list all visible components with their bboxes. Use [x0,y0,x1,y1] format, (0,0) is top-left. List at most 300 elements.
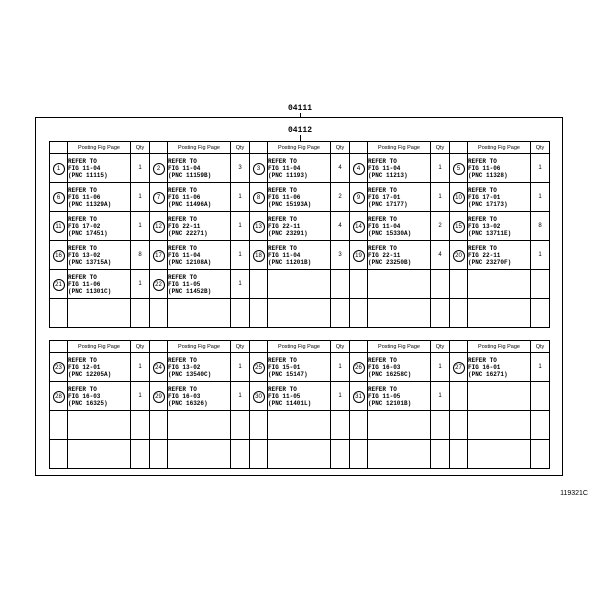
qty-cell [531,299,550,328]
reference-cell [168,440,231,469]
reference-line: (PNC 11401L) [268,399,312,407]
header-index-cell [350,341,368,353]
reference-line: REFER TO [68,157,97,165]
reference-line: REFER TO [368,244,397,252]
callout-cell [250,440,268,469]
qty-cell: 1 [531,154,550,183]
callout-cell [50,241,68,270]
header-index-cell [450,341,468,353]
reference-line: FIG 11-04 [268,164,301,172]
qty-cell [331,411,350,440]
callout-cell [450,212,468,241]
reference-line: REFER TO [368,356,397,364]
header-index-cell [150,142,168,154]
qty-cell [231,299,250,328]
reference-line: REFER TO [368,215,397,223]
qty-cell [131,440,150,469]
callout-cell [350,270,368,299]
qty-cell: 1 [531,353,550,382]
callout-number: 26 [353,362,365,374]
callout-number: 25 [253,362,265,374]
reference-cell [68,270,131,299]
qty-cell: 1 [431,382,450,411]
qty-cell [431,411,450,440]
reference-line: (PNC 12101B) [368,399,412,407]
reference-line: FIG 11-04 [368,164,401,172]
callout-cell [250,353,268,382]
reference-line: REFER TO [168,157,197,165]
reference-line: REFER TO [68,244,97,252]
qty-cell: 1 [131,212,150,241]
reference-line: FIG 17-02 [68,222,101,230]
qty-cell: 4 [431,241,450,270]
callout-cell [350,299,368,328]
header-qty: Qty [331,341,350,353]
qty-cell: 1 [131,154,150,183]
callout-cell [250,183,268,212]
callout-number: 5 [453,163,465,175]
callout-cell [50,440,68,469]
reference-cell [368,353,431,382]
callout-number: 17 [153,250,165,262]
callout-cell [50,183,68,212]
callout-cell [150,241,168,270]
reference-line: REFER TO [468,244,497,252]
reference-cell [268,212,331,241]
reference-line: (PNC 16271) [468,370,508,378]
reference-line: (PNC 15330A) [368,229,412,237]
reference-cell [368,183,431,212]
callout-cell [150,270,168,299]
header-posting-fig-page: Posting Fig Page [168,341,231,353]
header-qty: Qty [531,142,550,154]
reference-cell [468,411,531,440]
callout-cell [350,440,368,469]
reference-line: REFER TO [68,273,97,281]
reference-line: (PNC 23270F) [468,258,512,266]
qty-cell [231,411,250,440]
table-row [50,353,550,382]
reference-line: FIG 11-06 [268,193,301,201]
reference-line: REFER TO [168,273,197,281]
reference-line: (PNC 17173) [468,200,508,208]
callout-cell [150,411,168,440]
qty-cell [531,440,550,469]
callout-cell [450,154,468,183]
qty-cell [531,382,550,411]
table-row [50,241,550,270]
callout-cell [50,154,68,183]
callout-number: 31 [353,391,365,403]
reference-line: FIG 22-11 [468,251,501,259]
qty-cell: 1 [231,212,250,241]
qty-cell: 1 [531,183,550,212]
qty-cell: 1 [531,241,550,270]
reference-cell [68,440,131,469]
callout-cell [50,212,68,241]
callout-number: 16 [53,250,65,262]
reference-cell [468,299,531,328]
reference-line: FIG 16-03 [68,392,101,400]
reference-line: (PNC 11452B) [168,287,212,295]
reference-line: (PNC 11115) [68,171,108,179]
callout-number: 19 [353,250,365,262]
callout-number: 11 [53,221,65,233]
reference-line: FIG 11-04 [168,251,201,259]
table-row [50,270,550,299]
reference-line: (PNC 16326) [168,399,208,407]
reference-line: FIG 13-02 [68,251,101,259]
table-row [50,411,550,440]
callout-cell [450,411,468,440]
callout-number: 23 [53,362,65,374]
qty-cell [431,270,450,299]
header-qty: Qty [231,341,250,353]
callout-cell [350,411,368,440]
qty-cell: 1 [431,154,450,183]
reference-line: (PNC 15147) [268,370,308,378]
reference-line: REFER TO [68,186,97,194]
reference-line: (PNC 17451) [68,229,108,237]
callout-cell [450,353,468,382]
reference-line: FIG 17-01 [368,193,401,201]
header-posting-fig-page: Posting Fig Page [68,142,131,154]
callout-cell [150,440,168,469]
callout-cell [450,440,468,469]
qty-cell [331,299,350,328]
qty-cell [131,411,150,440]
reference-line: (PNC 17177) [368,200,408,208]
reference-cell [68,183,131,212]
reference-line: (PNC 11213) [368,171,408,179]
qty-cell: 8 [531,212,550,241]
callout-number: 6 [53,192,65,204]
reference-cell [68,411,131,440]
callout-cell [450,382,468,411]
qty-cell [131,299,150,328]
reference-line: FIG 16-03 [368,363,401,371]
reference-line: FIG 11-06 [468,164,501,172]
reference-line: REFER TO [468,157,497,165]
reference-line: REFER TO [268,215,297,223]
reference-cell [268,154,331,183]
header-posting-fig-page: Posting Fig Page [268,142,331,154]
reference-cell [368,411,431,440]
reference-cell [268,411,331,440]
qty-cell [431,440,450,469]
callout-cell [150,154,168,183]
callout-number: 21 [53,279,65,291]
callout-number: 8 [253,192,265,204]
callout-cell [450,270,468,299]
parts-reference-table-1 [49,141,550,328]
reference-cell [68,241,131,270]
reference-line: FIG 17-01 [468,193,501,201]
callout-cell [450,183,468,212]
header-qty: Qty [431,142,450,154]
header-index-cell [250,142,268,154]
reference-line: REFER TO [268,244,297,252]
reference-cell [68,212,131,241]
callout-number: 4 [353,163,365,175]
reference-cell [468,154,531,183]
qty-cell: 8 [131,241,150,270]
reference-line: FIG 11-06 [68,280,101,288]
callout-cell [50,411,68,440]
reference-cell [368,382,431,411]
qty-cell: 1 [331,382,350,411]
qty-cell: 1 [231,382,250,411]
reference-line: FIG 16-01 [468,363,501,371]
qty-cell: 1 [231,270,250,299]
header-index-cell [50,341,68,353]
reference-line: FIG 11-05 [368,392,401,400]
reference-cell [268,241,331,270]
qty-cell: 1 [231,183,250,212]
header-row [50,142,550,154]
reference-line: REFER TO [468,215,497,223]
callout-cell [50,353,68,382]
reference-line: FIG 22-11 [368,251,401,259]
callout-number: 2 [153,163,165,175]
callout-number: 22 [153,279,165,291]
reference-line: FIG 11-05 [268,392,301,400]
qty-cell [431,299,450,328]
reference-line: (PNC 16258C) [368,370,412,378]
reference-cell [468,212,531,241]
reference-line: REFER TO [268,186,297,194]
callout-number: 29 [153,391,165,403]
callout-cell [450,299,468,328]
reference-line: (PNC 11329A) [68,200,112,208]
reference-line: FIG 15-01 [268,363,301,371]
reference-line: FIG 13-02 [468,222,501,230]
callout-cell [250,212,268,241]
header-qty: Qty [431,341,450,353]
qty-cell [531,411,550,440]
header-posting-fig-page: Posting Fig Page [468,142,531,154]
illustration-number: 119321C [560,490,588,497]
qty-cell [331,440,350,469]
callout-cell [50,270,68,299]
reference-line: FIG 16-03 [168,392,201,400]
callout-cell [350,212,368,241]
reference-line: (PNC 12205A) [68,370,112,378]
reference-cell [168,270,231,299]
callout-number: 1 [53,163,65,175]
callout-cell [50,299,68,328]
header-posting-fig-page: Posting Fig Page [368,142,431,154]
qty-cell: 1 [231,353,250,382]
callout-cell [350,241,368,270]
header-posting-fig-page: Posting Fig Page [268,341,331,353]
reference-cell [268,440,331,469]
reference-cell [468,440,531,469]
callout-number: 24 [153,362,165,374]
reference-line: (PNC 11201B) [268,258,312,266]
table-row [50,440,550,469]
header-index-cell [50,142,68,154]
header-posting-fig-page: Posting Fig Page [368,341,431,353]
qty-cell: 1 [131,382,150,411]
qty-cell [331,270,350,299]
callout-number: 3 [253,163,265,175]
qty-cell: 4 [331,212,350,241]
reference-line: REFER TO [68,385,97,393]
reference-line: FIG 11-04 [268,251,301,259]
callout-cell [150,299,168,328]
qty-cell [231,440,250,469]
header-qty: Qty [131,142,150,154]
reference-line: REFER TO [368,186,397,194]
reference-line: FIG 11-04 [68,164,101,172]
reference-line: FIG 11-06 [68,193,101,201]
reference-cell [368,241,431,270]
reference-cell [168,411,231,440]
header-index-cell [250,341,268,353]
reference-line: FIG 13-02 [168,363,201,371]
qty-cell: 2 [431,212,450,241]
table-row [50,382,550,411]
reference-line: REFER TO [468,186,497,194]
reference-cell [168,241,231,270]
reference-line: (PNC 11328) [468,171,508,179]
table-row [50,154,550,183]
header-index-cell [350,142,368,154]
reference-line: REFER TO [168,385,197,393]
callout-number: 10 [453,192,465,204]
reference-line: REFER TO [468,356,497,364]
reference-line: FIG 11-04 [368,222,401,230]
callout-cell [350,382,368,411]
callout-number: 20 [453,250,465,262]
callout-number: 30 [253,391,265,403]
reference-cell [468,353,531,382]
callout-cell [350,353,368,382]
inner-assembly-label: 04112 [287,126,312,135]
callout-cell [250,154,268,183]
callout-cell [250,382,268,411]
qty-cell: 2 [331,183,350,212]
callout-number: 28 [53,391,65,403]
reference-line: (PNC 11193) [268,171,308,179]
reference-line: REFER TO [268,356,297,364]
callout-cell [250,411,268,440]
qty-cell: 3 [231,154,250,183]
qty-cell: 1 [231,241,250,270]
reference-cell [368,212,431,241]
qty-cell: 1 [431,353,450,382]
reference-cell [168,212,231,241]
reference-line: (PNC 12108A) [168,258,212,266]
reference-line: (PNC 11159B) [168,171,212,179]
reference-line: FIG 11-05 [168,280,201,288]
callout-cell [150,353,168,382]
reference-line: FIG 11-04 [168,164,201,172]
reference-line: (PNC 23291) [268,229,308,237]
callout-cell [250,270,268,299]
reference-line: REFER TO [168,186,197,194]
reference-line: (PNC 13540C) [168,370,212,378]
callout-cell [250,241,268,270]
qty-cell: 1 [131,183,150,212]
header-index-cell [450,142,468,154]
reference-cell [468,183,531,212]
callout-cell [450,241,468,270]
callout-number: 14 [353,221,365,233]
header-posting-fig-page: Posting Fig Page [68,341,131,353]
reference-line: REFER TO [268,157,297,165]
reference-cell [368,270,431,299]
callout-cell [250,299,268,328]
reference-line: (PNC 13711E) [468,229,512,237]
callout-cell [50,382,68,411]
reference-cell [268,270,331,299]
reference-cell [168,154,231,183]
callout-number: 27 [453,362,465,374]
reference-line: REFER TO [368,157,397,165]
reference-line: (PNC 13715A) [68,258,112,266]
reference-cell [468,270,531,299]
qty-cell: 3 [331,241,350,270]
header-index-cell [150,341,168,353]
callout-number: 7 [153,192,165,204]
header-qty: Qty [131,341,150,353]
reference-line: FIG 22-11 [268,222,301,230]
reference-line: (PNC 11496A) [168,200,212,208]
reference-cell [468,241,531,270]
reference-line: FIG 12-01 [68,363,101,371]
qty-cell: 1 [131,270,150,299]
reference-cell [268,382,331,411]
table-row [50,212,550,241]
reference-cell [368,154,431,183]
reference-cell [68,382,131,411]
header-posting-fig-page: Posting Fig Page [168,142,231,154]
callout-number: 9 [353,192,365,204]
reference-line: (PNC 22271) [168,229,208,237]
reference-cell [68,154,131,183]
callout-number: 12 [153,221,165,233]
header-qty: Qty [231,142,250,154]
reference-cell [168,353,231,382]
reference-cell [268,183,331,212]
parts-reference-table-2 [49,340,550,469]
callout-number: 18 [253,250,265,262]
qty-cell: 1 [131,353,150,382]
reference-cell [268,353,331,382]
qty-cell [531,270,550,299]
callout-cell [350,154,368,183]
reference-line: REFER TO [368,385,397,393]
table-row [50,183,550,212]
reference-line: REFER TO [268,385,297,393]
reference-cell [168,299,231,328]
reference-line: FIG 11-06 [168,193,201,201]
header-qty: Qty [531,341,550,353]
reference-line: (PNC 23250B) [368,258,412,266]
reference-line: (PNC 15193A) [268,200,312,208]
outer-assembly-label: 04111 [287,104,312,113]
reference-cell [268,299,331,328]
reference-cell [168,183,231,212]
reference-line: REFER TO [68,356,97,364]
reference-cell [468,382,531,411]
reference-line: REFER TO [168,244,197,252]
callout-cell [150,382,168,411]
reference-cell [368,299,431,328]
reference-line: (PNC 16325) [68,399,108,407]
